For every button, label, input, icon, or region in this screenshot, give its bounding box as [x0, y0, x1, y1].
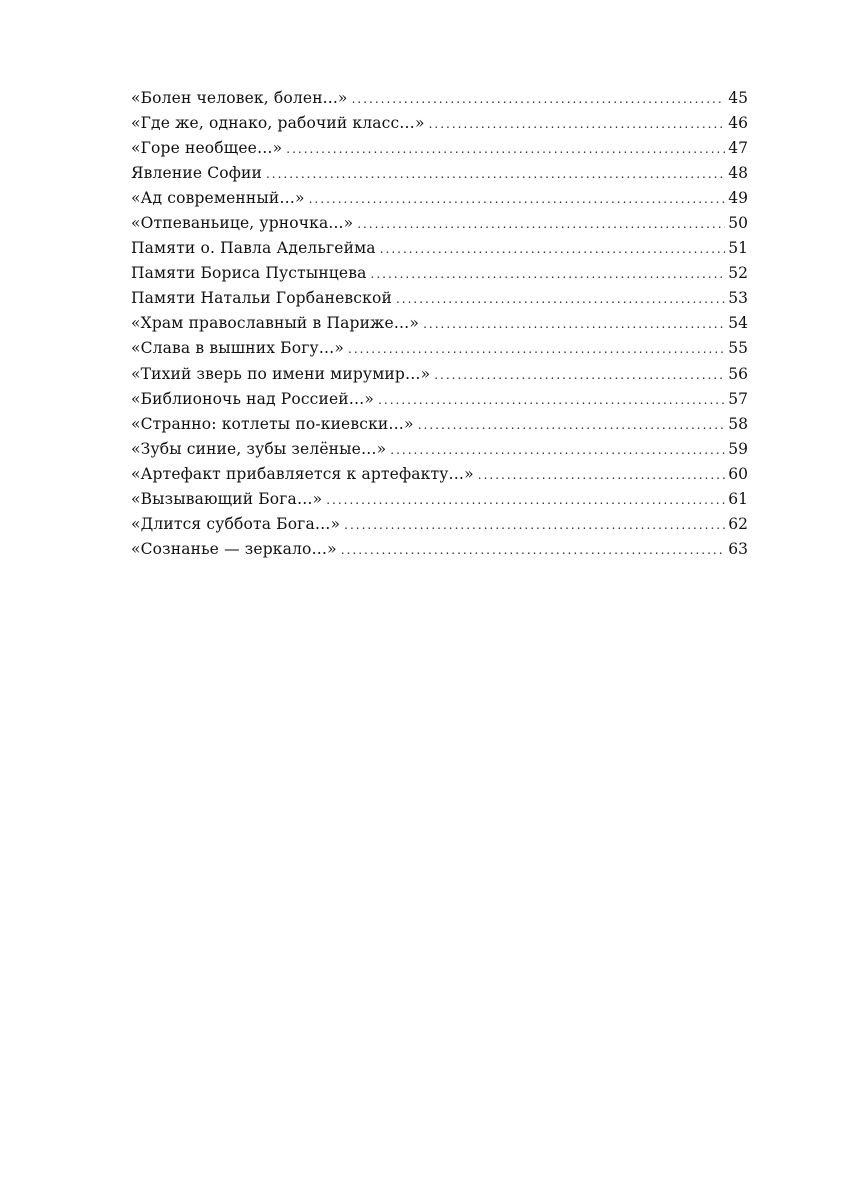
table-of-contents: [131, 86, 748, 562]
toc-leader-dots: [418, 413, 725, 438]
toc-leader-dots: [344, 513, 725, 538]
toc-entry-page: 56: [728, 364, 748, 383]
toc-entry[interactable]: [131, 111, 748, 136]
toc-leader-dots: [434, 363, 725, 388]
toc-leader-dots: [396, 287, 725, 312]
toc-entry[interactable]: [131, 387, 748, 412]
toc-entry[interactable]: [131, 261, 748, 286]
toc-entry[interactable]: [131, 186, 748, 211]
toc-entry[interactable]: [131, 437, 748, 462]
toc-entry[interactable]: [131, 136, 748, 161]
toc-entry-title: «Тихий зверь по имени мирумир…»: [131, 364, 431, 383]
toc-entry-title: «Храм православный в Париже…»: [131, 314, 420, 333]
toc-entry-title: Памяти о. Павла Адельгейма: [131, 239, 376, 258]
toc-entry-title: «Сознанье — зеркало…»: [131, 539, 337, 558]
toc-entry[interactable]: [131, 412, 748, 437]
toc-entry-page: 50: [728, 214, 748, 233]
toc-entry[interactable]: [131, 211, 748, 236]
toc-leader-dots: [423, 312, 725, 337]
toc-entry-page: 53: [728, 289, 748, 308]
toc-leader-dots: [286, 137, 725, 162]
toc-entry-page: 49: [728, 189, 748, 208]
toc-entry-title: «Библионочь над Россией…»: [131, 389, 375, 408]
toc-entry-title: «Зубы синие, зубы зелёные…»: [131, 439, 387, 458]
toc-entry-page: 55: [728, 339, 748, 358]
toc-entry-page: 51: [728, 239, 748, 258]
toc-entry[interactable]: [131, 286, 748, 311]
toc-entry-page: 63: [728, 539, 748, 558]
toc-entry[interactable]: [131, 487, 748, 512]
toc-entry-page: 57: [728, 389, 748, 408]
toc-leader-dots: [266, 162, 725, 187]
toc-entry[interactable]: [131, 462, 748, 487]
toc-entry[interactable]: [131, 336, 748, 361]
toc-entry[interactable]: [131, 311, 748, 336]
toc-leader-dots: [378, 388, 725, 413]
toc-leader-dots: [357, 212, 725, 237]
toc-entry-page: 47: [728, 139, 748, 158]
toc-entry-title: «Артефакт прибавляется к артефакту…»: [131, 464, 474, 483]
toc-entry-title: «Слава в вышних Богу…»: [131, 339, 345, 358]
toc-entry-page: 45: [728, 89, 748, 107]
toc-leader-dots: [348, 337, 725, 362]
toc-leader-dots: [478, 463, 725, 488]
toc-entry-page: 48: [728, 164, 748, 183]
toc-entry-title: «Вызывающий Бога…»: [131, 489, 323, 508]
toc-leader-dots: [309, 187, 725, 212]
toc-entry-title: «Длится суббота Бога…»: [131, 514, 341, 533]
toc-entry-title: «Странно: котлеты по-киевски…»: [131, 414, 414, 433]
toc-entry-title: Явление Софии: [131, 164, 262, 183]
toc-entry-page: 58: [728, 414, 748, 433]
toc-entry-title: «Где же, однако, рабочий класс…»: [131, 114, 425, 133]
toc-entry-page: 46: [728, 114, 748, 133]
toc-entry[interactable]: [131, 362, 748, 387]
toc-entry-page: 61: [728, 489, 748, 508]
toc-entry[interactable]: [131, 537, 748, 562]
toc-entry[interactable]: [131, 236, 748, 261]
toc-leader-dots: [341, 538, 725, 563]
toc-entry-page: 60: [728, 464, 748, 483]
toc-leader-dots: [380, 237, 725, 262]
toc-entry-title: «Отпеваньице, урночка...»: [131, 214, 354, 233]
toc-leader-dots: [390, 438, 725, 463]
toc-entry-page: 59: [728, 439, 748, 458]
toc-entry-page: 54: [728, 314, 748, 333]
toc-leader-dots: [326, 488, 725, 513]
toc-entry-title: Памяти Натальи Горбаневской: [131, 289, 392, 308]
toc-leader-dots: [371, 262, 725, 287]
toc-entry-title: «Ад современный…»: [131, 189, 305, 208]
toc-entry[interactable]: [131, 161, 748, 186]
toc-leader-dots: [352, 87, 725, 112]
toc-entry-title: «Горе необщее…»: [131, 139, 283, 158]
toc-entry-page: 62: [728, 514, 748, 533]
toc-entry[interactable]: [131, 86, 748, 111]
toc-entry-page: 52: [728, 264, 748, 283]
toc-entry[interactable]: [131, 512, 748, 537]
toc-entry-title: Памяти Бориса Пустынцева: [131, 264, 367, 283]
toc-entry-title: «Болен человек, болен...»: [131, 89, 348, 107]
toc-leader-dots: [429, 112, 725, 137]
